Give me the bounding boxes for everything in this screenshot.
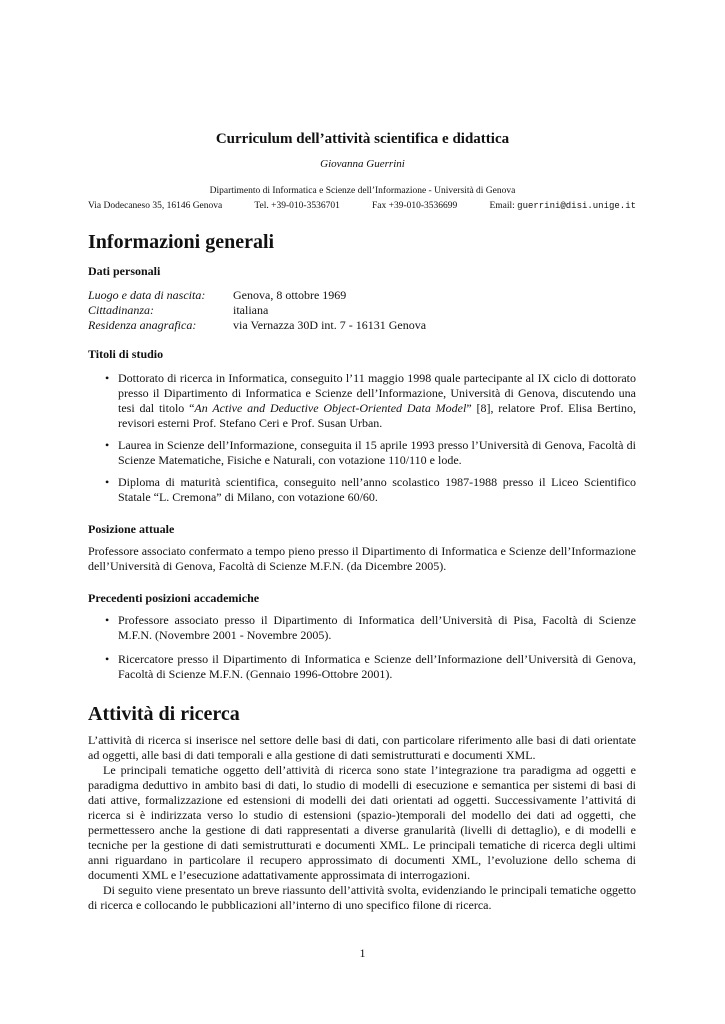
research-paragraph: Le principali tematiche oggetto dell’attività di ricerca sono state l’integrazione tra paradigma ad oggetti e paradigma deduttivo in ambito basi di dati, lo studio di modelli di esecuzione e semantica per sistemi di basi di dati attive, formalizzazione ed estensioni di modelli dei dati orientati ad oggetti. Successivamente l’attivitá di ricerca si è indirizzata verso lo studio di estensioni (spazio-)temporali del modello dei dati ad oggetti, che permettessero anche la gestione di dati rappresentati a diverse granularità (livelli di dettaglio), e di modelli e tecniche per la gestione di dati semistrutturati e documenti XML. Le principali tematiche di ricerca degli ultimi anni riguardano in particolare il recupero approssimato di documenti XML, l’evoluzione dello schema di documenti XML e l’esecuzione adattativamente approssimata di interrogazioni. [88,763,636,882]
list-item: • Diploma di maturità scientifica, conseguito nell’anno scolastico 1987-1988 presso il Liceo Scientifico Statale “L. Cremona” di Milano, con votazione 60/60. [88,475,636,505]
citizenship-value: italiana [233,303,269,317]
department-line: Dipartimento di Informatica e Scienze dell’Informazione - Università di Genova [209,186,516,196]
subheading-previous-positions: Precedenti posizioni accademiche [88,591,260,605]
fax: Fax +39-010-3536699 [372,201,458,211]
research-text [88,733,636,913]
residence-label: Residenza anagrafica: [88,318,197,332]
list-item: • Professore associato presso il Dipartimento di Informatica dell’Università di Pisa, Facoltà di Scienze M.F.N. (Novembre 2001 - Novembre 2005). [88,613,636,643]
birth-value: Genova, 8 ottobre 1969 [233,288,347,302]
thesis-title: An Active and Deductive Object-Oriented Data Model [194,401,467,415]
research-paragraph: Di seguito viene presentato un breve riassunto dell’attività svolta, evidenziando le principali tematiche oggetto di ricerca e collocando le pubblicazioni all’interno di uno specifico filone di ricerca. [88,883,636,912]
address: Via Dodecaneso 35, 16146 Genova [88,201,223,211]
residence-value: via Vernazza 30D int. 7 - 16131 Genova [233,318,427,332]
current-position-text: Professore associato confermato a tempo pieno presso il Dipartimento di Informatica e Scienze dell’Informazione dell’Università di Genova, Facoltà di Scienze M.F.N. (da Dicembre 2005). [88,544,636,573]
section-heading-research: Attività di ricerca [88,703,240,725]
contact-line [88,201,636,211]
list-item: • Ricercatore presso il Dipartimento di Informatica e Scienze dell’Informazione dell’Università di Genova, Facoltà di Scienze M.F.N. (Gennaio 1996-Ottobre 2001). [88,652,636,682]
list-item: • Laurea in Scienze dell’Informazione, conseguita il 15 aprile 1993 presso l’Università di Genova, Facoltà di Scienze Matematiche, Fisiche e Naturali, con votazione 110/110 e lode. [88,438,636,468]
page-number: 1 [359,946,366,960]
citizenship-label: Cittadinanza: [88,303,155,317]
telephone: Tel. +39-010-3536701 [254,201,340,211]
research-paragraph: L’attività di ricerca si inserisce nel settore delle basi di dati, con particolare riferimento alle basi di dati orientate ad oggetti, alle basi di dati temporali e alla gestione di dati semistrutturati e documenti XML. [88,733,636,762]
email-block [489,201,636,211]
previous-positions-list [88,613,636,682]
email-address: guerrini@disi.unige.it [517,201,636,211]
subheading-degrees: Titoli di studio [88,347,164,361]
subheading-personal-data: Dati personali [88,264,161,278]
degrees-list [88,371,636,505]
email-label: Email: [489,201,515,211]
author-name: Giovanna Guerrini [320,158,405,170]
birth-label: Luogo e data di nascita: [88,288,206,302]
section-heading-general: Informazioni generali [88,231,275,253]
document-title: Curriculum dell’attività scientifica e didattica [215,131,510,147]
subheading-current-position: Posizione attuale [88,522,175,536]
list-item: • Dottorato di ricerca in Informatica, conseguito l’11 maggio 1998 quale partecipante al IX ciclo di dottorato presso il Dipartimento di Informatica e Scienze dell’Informazione, Università di Genova, discutendo una tesi dal titolo “An Active and Deductive Object-Oriented Data Model” [8], relatore Prof. Elisa Bertino, revisori esterni Prof. Stefano Ceri e Prof. Susan Urban. [88,371,636,431]
